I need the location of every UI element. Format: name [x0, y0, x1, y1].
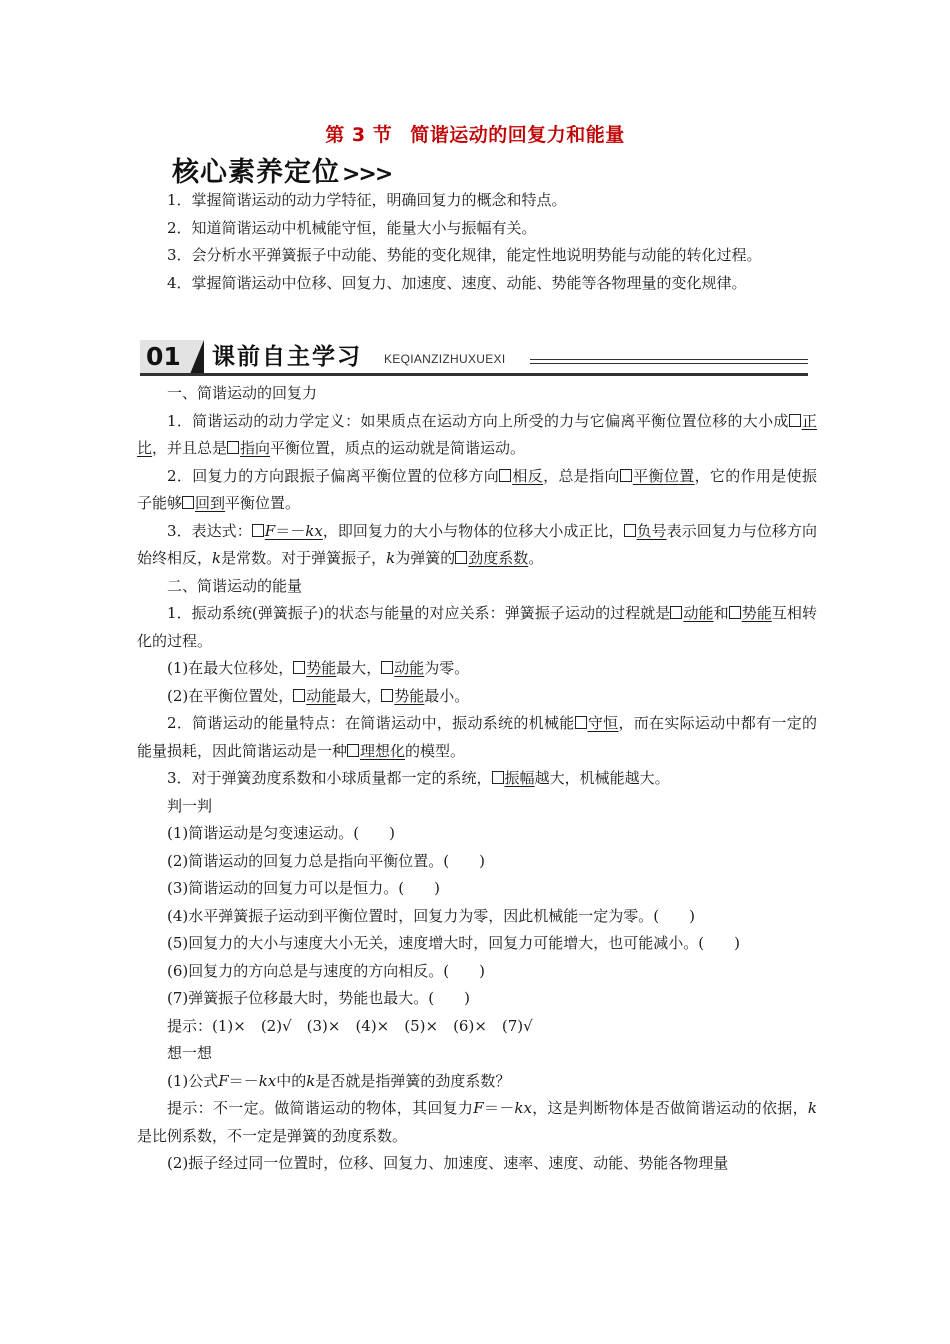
- blank-box-icon: [789, 414, 801, 427]
- answer-blank: 势能: [394, 686, 425, 705]
- answer-blank: 势能: [306, 659, 337, 677]
- goal-item: 3．会分析水平弹簧振子中动能、势能的变化规律，能定性地说明势能与动能的转化过程。: [167, 246, 762, 264]
- banner-slash-decoration: [190, 340, 204, 374]
- answer-blank: 动能: [394, 659, 425, 677]
- subheading: 判一判: [167, 796, 213, 815]
- answer-blank: F＝－kx: [264, 521, 323, 540]
- blank-box-icon: [182, 496, 194, 509]
- judge-item: (1)简谐运动是匀变速运动。( ): [167, 824, 395, 842]
- blank-box-icon: [492, 771, 504, 784]
- paragraph: 1．简谐运动的动力学定义：如果质点在运动方向上所受的力与它偏离平衡位置位移的大小成 正比，并且总是 指向平衡位置，质点的运动就是简谐运动。: [137, 411, 817, 457]
- judge-item: (2)简谐运动的回复力总是指向平衡位置。( ): [167, 851, 485, 870]
- judge-item: (6)回复力的方向总是与速度的方向相反。( ): [167, 961, 485, 980]
- subheading: 想一想: [167, 1044, 213, 1062]
- blank-box-icon: [381, 689, 393, 702]
- section-number: 第 3 节: [325, 124, 393, 146]
- section-banner: [140, 340, 808, 374]
- answer-blank: 相反: [512, 466, 544, 485]
- section-name: 简谐运动的回复力和能量: [410, 124, 625, 146]
- blank-box-icon: [620, 469, 632, 482]
- subheading: 二、简谐运动的能量: [167, 576, 303, 595]
- blank-box-icon: [455, 551, 467, 564]
- blank-box-icon: [252, 524, 264, 537]
- answer-blank: 守恒: [587, 714, 619, 732]
- banner-pinyin: KEQIANZIZHUXUEXI: [384, 352, 506, 366]
- answer-blank: 平衡位置: [632, 466, 695, 485]
- answer-blank: 动能: [306, 686, 337, 705]
- chevrons-icon: >>>: [342, 162, 392, 187]
- banner-rule: [530, 359, 808, 360]
- paragraph: (1)在最大位移处， 势能最大， 动能为零。: [167, 659, 470, 677]
- answer-blank: 振幅: [504, 769, 535, 787]
- goals-list: [137, 187, 817, 297]
- goal-item: 2．知道简谐运动中机械能守恒，能量大小与振幅有关。: [167, 218, 537, 237]
- goal-item: 1．掌握简谐运动的动力学特征，明确回复力的概念和特点。: [167, 191, 567, 209]
- paragraph: 1．振动系统(弹簧振子)的状态与能量的对应关系：弹簧振子运动的过程就是 动能和 势能互相转化的过程。: [137, 604, 817, 650]
- answer-blank: 正比: [137, 411, 817, 457]
- judge-hint: 提示：(1)× (2)√ (3)× (4)× (5)× (6)× (7)√: [167, 1016, 533, 1035]
- banner-number: 01: [140, 340, 204, 374]
- answer-blank: 负号: [636, 521, 667, 540]
- banner-baseline: [140, 373, 808, 376]
- core-heading-text: 核心素养定位: [172, 157, 340, 188]
- think-answer: 提示：不一定。做简谐运动的物体，其回复力F＝－kx，这是判断物体是否做简谐运动的依据，k是比例系数，不一定是弹簧的劲度系数。: [137, 1099, 817, 1145]
- goal-item: 4．掌握简谐运动中位移、回复力、加速度、速度、动能、势能等各物理量的变化规律。: [167, 273, 747, 292]
- answer-blank: 势能: [741, 604, 772, 622]
- answer-blank: 动能: [683, 604, 714, 622]
- answer-blank: 回到: [195, 494, 226, 512]
- blank-box-icon: [293, 661, 305, 674]
- paragraph: 3．对于弹簧劲度系数和小球质量都一定的系统， 振幅越大，机械能越大。: [167, 769, 670, 787]
- blank-box-icon: [729, 606, 741, 619]
- blank-box-icon: [293, 689, 305, 702]
- paragraph: (2)在平衡位置处， 动能最大， 势能最小。: [167, 686, 470, 705]
- paragraph: 2．回复力的方向跟振子偏离平衡位置的位移方向 相反，总是指向 平衡位置，它的作用是使振子能够 回到平衡位置。: [137, 466, 817, 512]
- paragraph: 2．简谐运动的能量特点：在简谐运动中，振动系统的机械能 守恒，而在实际运动中都有一定的能量损耗，因此简谐运动是一种 理想化的模型。: [137, 714, 817, 760]
- blank-box-icon: [381, 661, 393, 674]
- judge-item: (5)回复力的大小与速度大小无关，速度增大时，回复力可能增大，也可能减小。( ): [167, 934, 740, 952]
- answer-blank: 指向: [240, 439, 271, 457]
- main-content: [137, 380, 817, 1178]
- blank-box-icon: [499, 469, 511, 482]
- section-title: [0, 120, 950, 147]
- judge-item: (3)简谐运动的回复力可以是恒力。( ): [167, 879, 440, 897]
- banner-label: 课前自主学习: [212, 344, 362, 370]
- answer-blank: 理想化: [360, 741, 406, 760]
- blank-box-icon: [575, 716, 587, 729]
- core-literacy-heading: [172, 150, 391, 189]
- blank-box-icon: [670, 606, 682, 619]
- blank-box-icon: [624, 524, 636, 537]
- judge-item: (7)弹簧振子位移最大时，势能也最大。( ): [167, 989, 470, 1007]
- subheading: 一、简谐运动的回复力: [167, 384, 318, 402]
- blank-box-icon: [227, 441, 239, 454]
- think-question: (1)公式F＝－kx中的k是否就是指弹簧的劲度系数？: [167, 1071, 511, 1090]
- judge-item: (4)水平弹簧振子运动到平衡位置时，回复力为零，因此机械能一定为零。( ): [167, 906, 695, 925]
- answer-blank: 劲度系数: [468, 549, 529, 567]
- paragraph: 3．表达式： F＝－kx，即回复力的大小与物体的位移大小成正比， 负号表示回复力与位移方向始终相反，k是常数。对于弹簧振子，k为弹簧的 劲度系数。: [137, 521, 817, 567]
- banner-rule: [530, 363, 808, 364]
- think-question: (2)振子经过同一位置时，位移、回复力、加速度、速率、速度、动能、势能各物理量: [167, 1154, 729, 1172]
- blank-box-icon: [347, 744, 359, 757]
